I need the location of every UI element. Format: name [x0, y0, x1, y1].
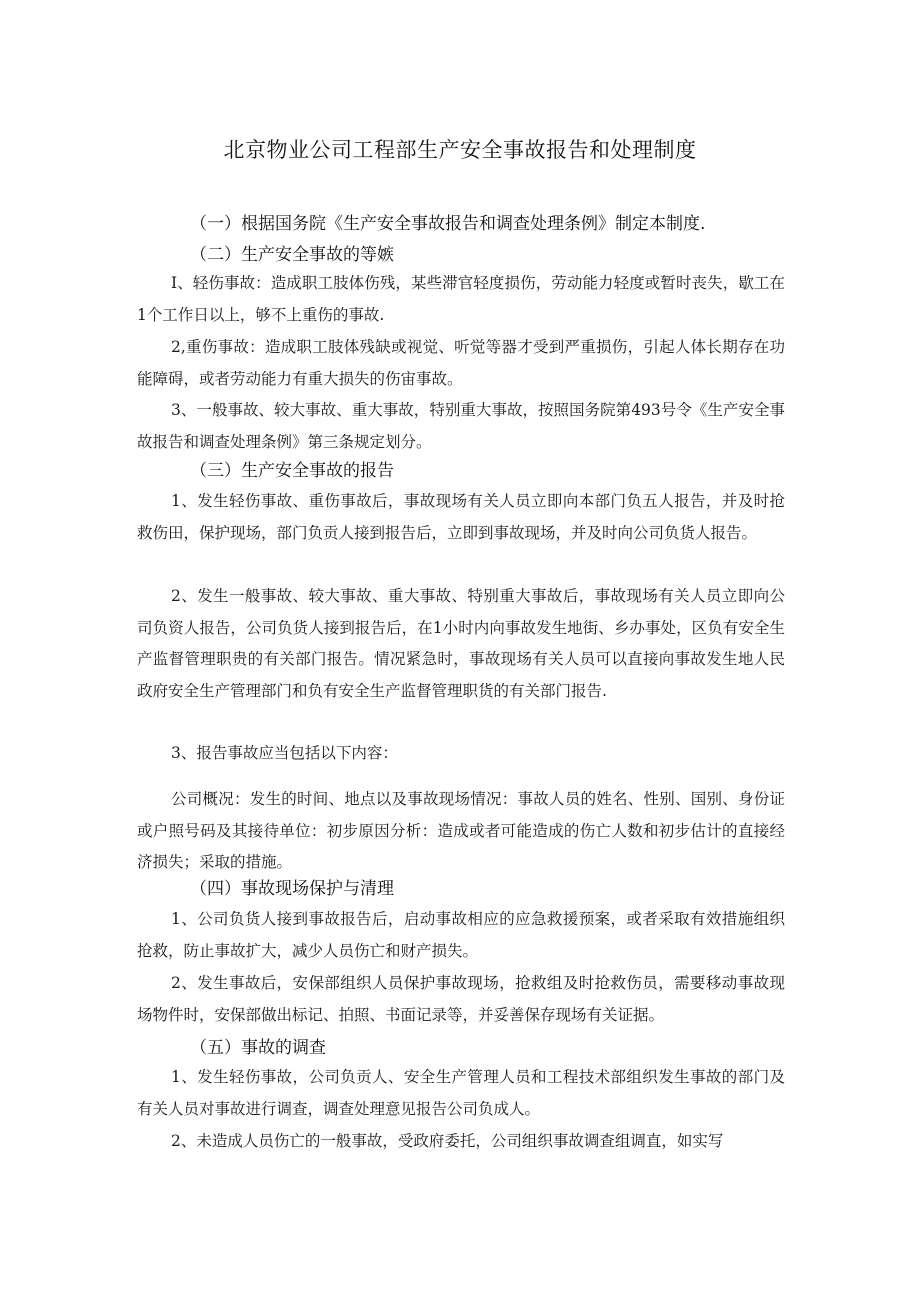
document-title: 北京物业公司工程部生产安全事故报告和处理制度 — [223, 138, 697, 162]
paragraph-minor-injury: I、轻伤事故：造成职工肢体伤残，某些滞官轻度损伤，劳动能力轻度或暂时丧失，歇工在1个工作日以上，够不上重伤的事故. — [137, 274, 785, 324]
section-heading-3: （三）生产安全事故的报告 — [190, 461, 394, 481]
paragraph-report-details: 公司概况：发生的时间、地点以及事故现场情况：事故人员的姓名、性别、国别、身份证或户照号码及其接待单位：初步原因分析：造成或者可能造成的伤亡人数和初步估计的直接经济损失；采取的措施。 — [137, 790, 785, 871]
paragraph-serious-injury: 2,重伤事故：造成职工肢体残缺或视觉、听觉等器才受到严重损伤，引起人体长期存在功能障碍，或者劳动能力有重大损失的伤宙事故。 — [137, 338, 785, 388]
section-heading-5: （五）事故的调查 — [190, 1038, 326, 1058]
paragraph-accident-classes: 3、一般事故、较大事故、重大事故，特别重大事故，按照国务院第493号令《生产安全事故报告和调查处理条例》第三条规定划分。 — [137, 401, 785, 451]
section-heading-2: （二）生产安全事故的等嫉 — [190, 245, 394, 265]
paragraph-emergency-response: 1、公司负货人接到事故报告后，启动事故相应的应急救援预案，或者采取有效措施组织抢救，防止事故扩大，减少人员伤亡和财产损失。 — [137, 910, 785, 960]
paragraph-report-contents: 3、报告事故应当包括以下内容： — [171, 744, 398, 762]
paragraph-investigation-general: 2、未造成人员伤亡的一般事故，受政府委托，公司组织事故调查组调直，如实写 — [171, 1132, 724, 1150]
section-heading-4: （四）事故现场保护与清理 — [190, 879, 394, 899]
paragraph-investigation-minor: 1、发生轻伤事故，公司负贡人、安全生产管理人员和工程技术部组织发生事故的部门及有关人员对事故进行调查，调查处理意见报告公司负成人。 — [137, 1068, 785, 1118]
paragraph-report-major: 2、发生一般事故、较大事故、重大事故、特别重大事故后，事故现场有关人员立即向公司负资人报告，公司负货人接到报告后，在1小时内向事故发生地街、乡办事处，区负有安全生产监督管理职贵的有关部门报告。情况紧急时，事故现场有关人员可以直接向事故发生地人民政府安全生产管理部门和负有安全生产监督管理职货的有关部门报告. — [137, 587, 785, 700]
paragraph-scene-protection: 2、发生事故后，安保部组织人员保护事故现场，抢救组及时抢救伤员，需要移动事故现场物件时，安保部做出标记、拍照、书面记录等，并妥善保存现场有关证据。 — [137, 974, 785, 1024]
paragraph-report-injury: 1、发生轻伤事故、重伤事故后，事故现场有关人员立即向本部门负五人报告，并及时抢救伤田，保护现场，部门负贡人接到报告后，立即到事故现场，并及时向公司负货人报告。 — [137, 492, 785, 542]
section-heading-1: （一）根据国务院《生产安全事故报告和调查处理条例》制定本制度. — [190, 214, 706, 234]
